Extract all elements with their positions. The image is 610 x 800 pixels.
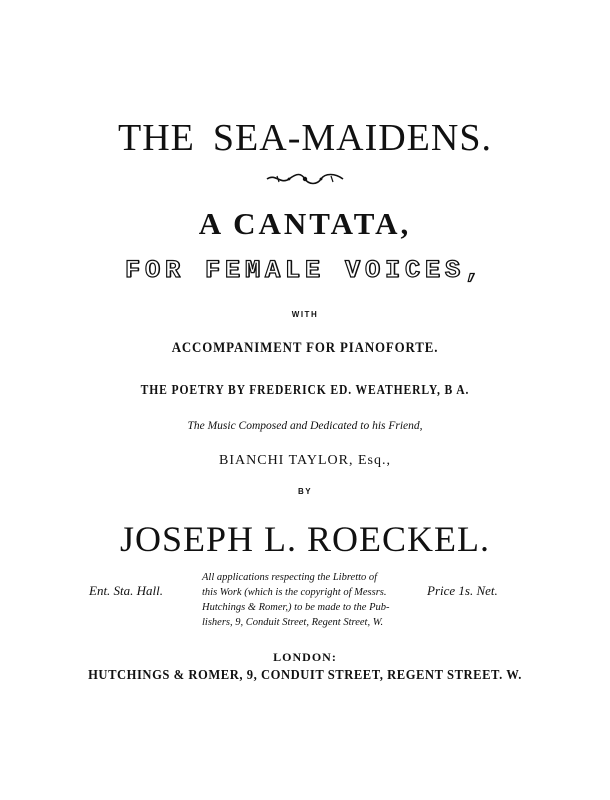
copyright-notice [202, 570, 402, 630]
work-title [0, 116, 610, 160]
place-of-publication: LONDON: [273, 650, 337, 664]
accompaniment-line: ACCOMPANIMENT FOR PIANOFORTE. [171, 340, 439, 356]
title-main: SEA-MAIDENS. [212, 117, 492, 159]
price-note: Price 1s. Net. [427, 583, 498, 598]
by-text: BY [297, 487, 313, 496]
notice-line: lishers, 9, Conduit Street, Regent Street, W. [202, 617, 384, 628]
title-article: THE [118, 117, 195, 159]
poetry-credit: THE POETRY BY FREDERICK ED. WEATHERLY, B A. [140, 382, 470, 397]
notice-line: this Work (which is the copyright of Messrs. [202, 587, 387, 598]
ornament-flourish-icon [0, 172, 610, 188]
notice-line: Hutchings & Romer,) to be made to the Pub- [202, 602, 390, 613]
entry-note: Ent. Sta. Hall. [89, 583, 164, 598]
voices-line: FOR FEMALE VOICES, [124, 256, 486, 285]
composer-name: JOSEPH L. ROECKEL. [119, 519, 491, 559]
dedicatee-name: BIANCHI TAYLOR, Esq., [219, 453, 391, 468]
publisher-address: HUTCHINGS & ROMER, 9, CONDUIT STREET, REGENT STREET. W. [88, 668, 522, 683]
notice-line: All applications respecting the Libretto of [202, 572, 378, 583]
music-dedication: The Music Composed and Dedicated to his Friend, [187, 420, 423, 432]
subtitle: A CANTATA, [198, 206, 412, 241]
with-text: WITH [291, 310, 319, 319]
